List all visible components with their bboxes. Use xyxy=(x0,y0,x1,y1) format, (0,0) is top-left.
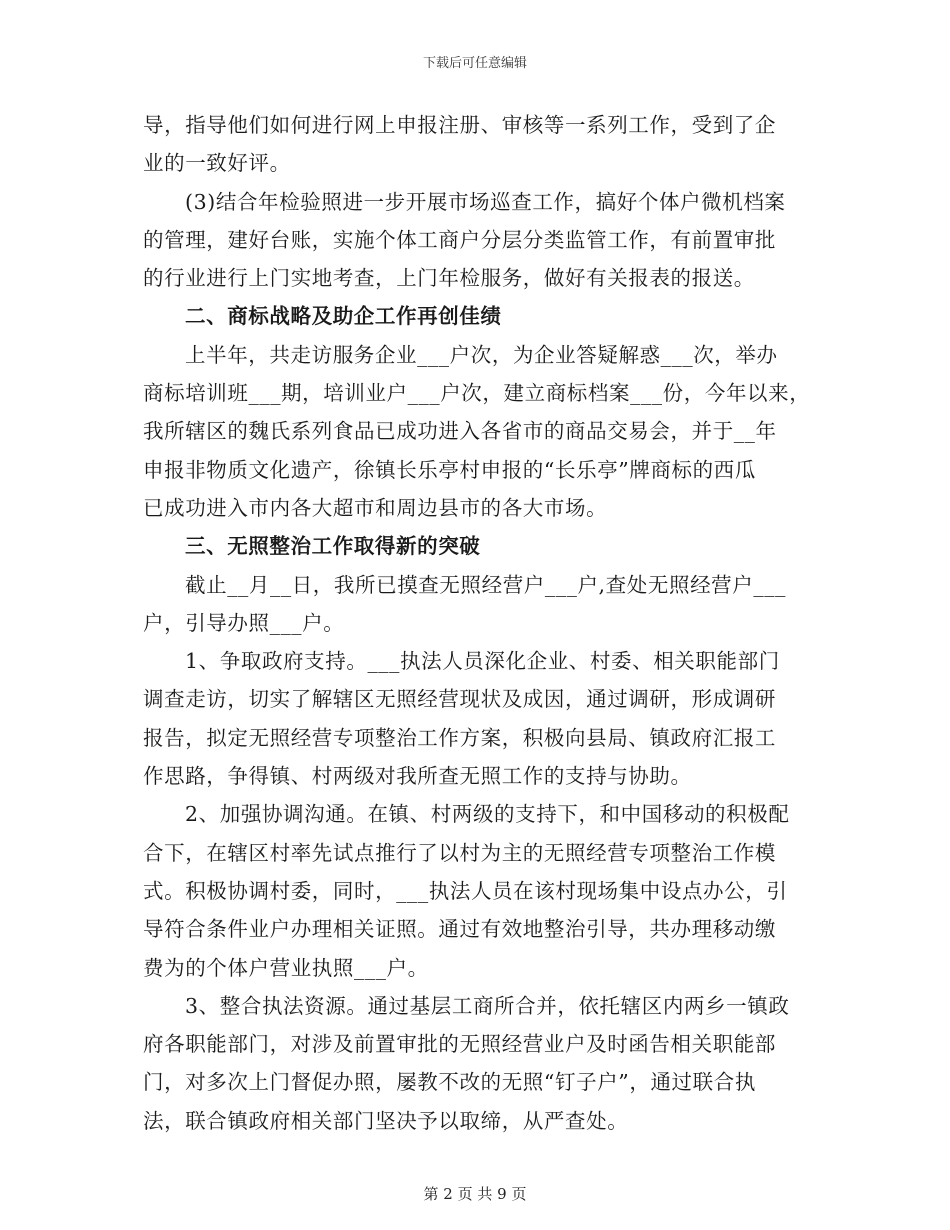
body-line: 的管理，建好台账，实施个体工商户分层分类监管工作，有前置审批 xyxy=(143,227,776,252)
body-line: 合下，在辖区村率先试点推行了以村为主的无照经营专项整治工作模 xyxy=(143,840,776,865)
body-line: 上半年，共走访服务企业___户次，为企业答疑解惑___次，举办 xyxy=(185,342,778,367)
body-line: 户，引导办照___户。 xyxy=(143,610,345,635)
body-line: 申报非物质文化遗产，徐镇长乐亭村申报的“长乐亭”牌商标的西瓜 xyxy=(143,457,756,482)
body-line: 2、加强协调沟通。在镇、村两级的支持下，和中国移动的积极配 xyxy=(185,802,790,827)
document-body xyxy=(143,106,813,1140)
page-number: 第 2 页 共 9 页 xyxy=(423,1185,527,1203)
body-line: 报告，拟定无照经营专项整治工作方案，积极向县局、镇政府汇报工 xyxy=(143,725,776,750)
body-line: 商标培训班___期，培训业户___户次，建立商标档案___份，今年以来， xyxy=(143,381,811,406)
body-line: 导符合条件业户办理相关证照。通过有效地整治引导，共办理移动缴 xyxy=(143,917,776,942)
body-line: 我所辖区的魏氏系列食品已成功进入各省市的商品交易会，并于__年 xyxy=(143,419,777,444)
body-line: 式。积极协调村委，同时，___执法人员在该村现场集中设点办公，引 xyxy=(143,878,788,903)
body-line: 调查走访，切实了解辖区无照经营现状及成因，通过调研，形成调研 xyxy=(143,687,776,712)
body-line: 业的一致好评。 xyxy=(143,151,291,176)
body-line: 府各职能部门，对涉及前置审批的无照经营业户及时函告相关职能部 xyxy=(143,1032,776,1057)
section-heading: 三、无照整治工作取得新的突破 xyxy=(185,534,481,559)
body-line: 导，指导他们如何进行网上申报注册、审核等一系列工作，受到了企 xyxy=(143,113,776,137)
body-line: 1、争取政府支持。___执法人员深化企业、村委、相关职能部门 xyxy=(185,649,780,674)
section-heading: 二、商标战略及助企工作再创佳绩 xyxy=(185,304,502,329)
page-header: 下载后可任意编辑 xyxy=(422,56,527,71)
body-line: 门，对多次上门督促办照，屡教不改的无照“钉子户”，通过联合执 xyxy=(143,1070,756,1095)
body-line: 费为的个体户营业执照___户。 xyxy=(143,955,429,980)
body-line: 的行业进行上门实地考查，上门年检服务，做好有关报表的报送。 xyxy=(143,266,755,291)
body-line: 法，联合镇政府相关部门坚决予以取缔，从严查处。 xyxy=(143,1108,629,1133)
body-line: (3)结合年检验照进一步开展市场巡查工作，搞好个体户微机档案 xyxy=(185,189,786,214)
body-line: 3、整合执法资源。通过基层工商所合并，依托辖区内两乡一镇政 xyxy=(185,993,790,1018)
body-line: 已成功进入市内各大超市和周边县市的各大市场。 xyxy=(143,495,608,520)
body-line: 作思路，争得镇、村两级对我所查无照工作的支持与协助。 xyxy=(143,764,692,789)
body-line: 截止__月__日，我所已摸查无照经营户___户,查处无照经营户___ xyxy=(185,572,786,597)
